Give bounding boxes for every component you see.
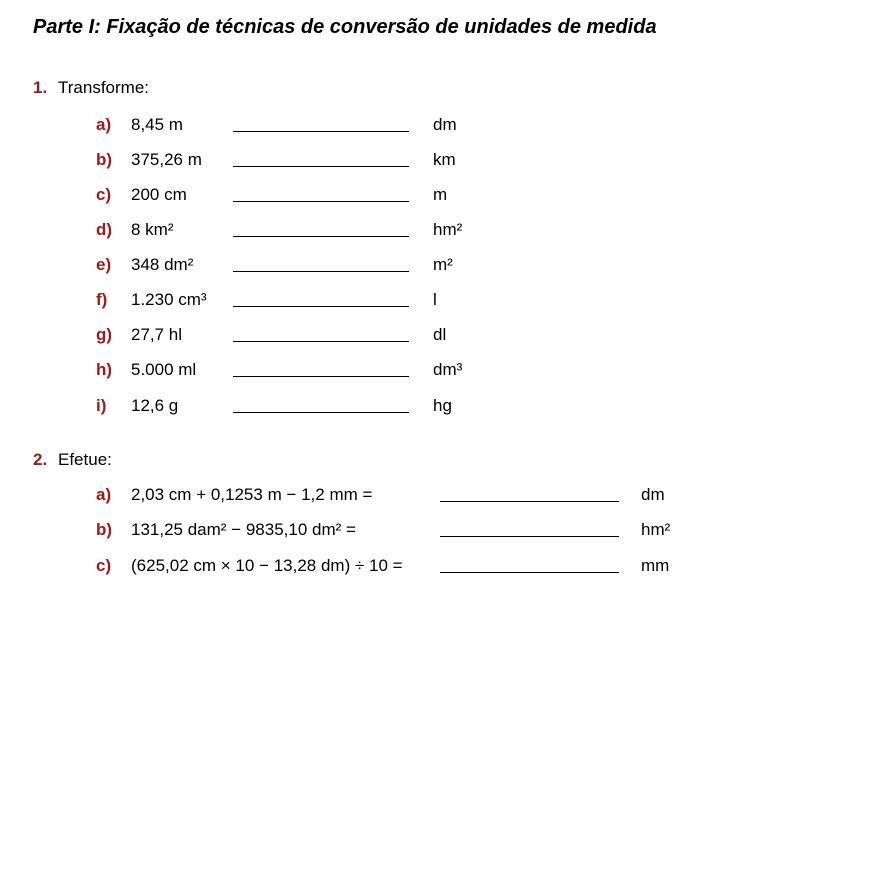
item-expression: 375,26 m [131,150,202,169]
item-expression: 348 dm² [131,255,194,274]
answer-blank[interactable] [233,306,409,307]
question-2-number: 2. [33,450,48,469]
target-unit: hg [433,396,452,415]
target-unit: km [433,150,456,169]
item-letter: a) [96,485,112,504]
question-2-label: Efetue: [58,450,112,469]
target-unit: mm [641,556,670,575]
target-unit: hm² [433,220,463,239]
item-expression: 1.230 cm³ [131,290,207,309]
q1-item-c [0,185,883,209]
answer-blank[interactable] [233,341,409,342]
item-expression: 8,45 m [131,115,183,134]
item-expression: 131,25 dam² − 9835,10 dm² = [131,520,356,539]
item-expression: 27,7 hl [131,325,183,344]
target-unit: m² [433,255,453,274]
answer-blank[interactable] [233,236,409,237]
answer-blank[interactable] [233,166,409,167]
q1-item-g [0,325,883,349]
item-letter: b) [96,150,113,169]
page-title: Parte I: Fixação de técnicas de conversão de unidades de medida [33,16,657,38]
target-unit: dm [433,115,457,134]
answer-blank[interactable] [233,271,409,272]
answer-blank[interactable] [440,501,619,502]
target-unit: dl [433,325,447,344]
q1-item-b [0,150,883,174]
item-letter: c) [96,185,112,204]
target-unit: m [433,185,448,204]
item-expression: 5.000 ml [131,360,197,379]
q1-item-f [0,290,883,314]
item-letter: b) [96,520,113,539]
item-letter: d) [96,220,113,239]
q1-item-i [0,396,883,420]
q1-item-d [0,220,883,244]
q1-item-a [0,115,883,139]
q2-item-a [0,485,883,509]
q2-item-b [0,520,883,544]
q1-item-e [0,255,883,279]
answer-blank[interactable] [233,412,409,413]
target-unit: dm³ [433,360,463,379]
item-letter: a) [96,115,112,134]
item-expression: (625,02 cm × 10 − 13,28 dm) ÷ 10 = [131,556,403,575]
item-expression: 2,03 cm + 0,1253 m − 1,2 mm = [131,485,373,504]
answer-blank[interactable] [233,376,409,377]
item-letter: g) [96,325,113,344]
answer-blank[interactable] [233,131,409,132]
item-letter: e) [96,255,112,274]
item-letter: f) [96,290,108,309]
target-unit: hm² [641,520,671,539]
item-letter: i) [96,396,107,415]
question-1-number: 1. [33,78,48,97]
answer-blank[interactable] [233,201,409,202]
answer-blank[interactable] [440,572,619,573]
item-expression: 8 km² [131,220,174,239]
q2-item-c [0,556,883,580]
item-expression: 200 cm [131,185,187,204]
question-1-label: Transforme: [58,78,150,97]
target-unit: dm [641,485,665,504]
answer-blank[interactable] [440,536,619,537]
item-letter: c) [96,556,112,575]
item-letter: h) [96,360,113,379]
target-unit: l [433,290,437,309]
q1-item-h [0,360,883,384]
item-expression: 12,6 g [131,396,179,415]
